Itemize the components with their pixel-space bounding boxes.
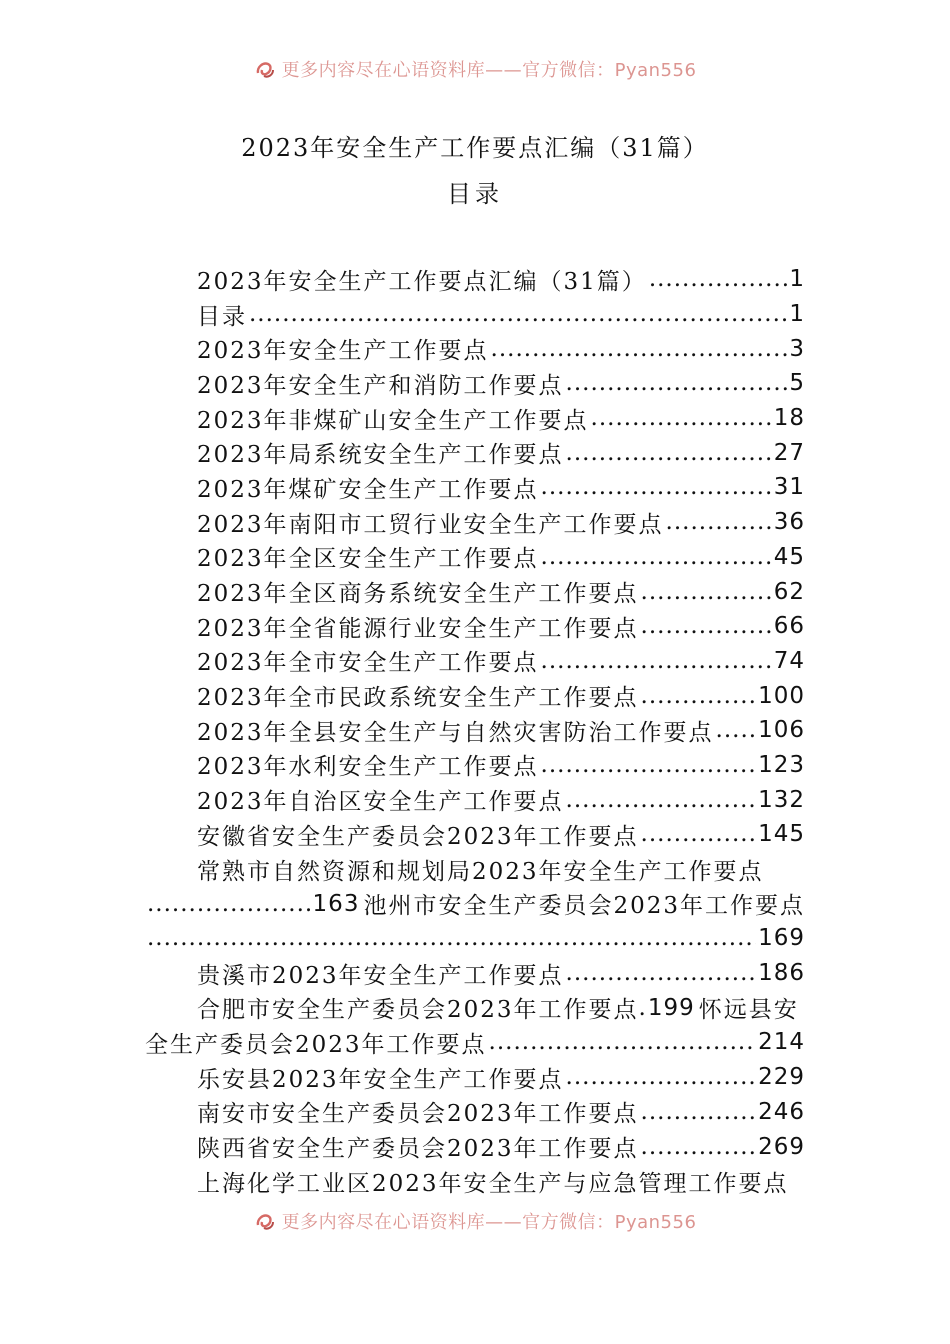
brand-logo-icon — [254, 1210, 276, 1232]
toc-entry[interactable] — [145, 505, 805, 540]
toc-entry-title: 上海化学工业区2023年安全生产与应急管理工作要点 — [197, 1170, 789, 1197]
toc-entry-title: 2023年自治区安全生产工作要点 — [197, 789, 564, 816]
table-of-contents — [145, 262, 805, 1199]
toc-leader-dots — [641, 613, 772, 639]
toc-entry-title: 2023年非煤矿山安全生产工作要点 — [197, 407, 589, 434]
toc-leader-dots — [541, 752, 757, 778]
toc-leader-dots — [147, 891, 311, 917]
toc-leader-dots — [666, 509, 772, 535]
toc-entry[interactable] — [145, 401, 805, 436]
toc-leader-dots — [641, 579, 772, 605]
toc-entry-page: 3 — [789, 335, 805, 362]
toc-leader-dots — [566, 1064, 757, 1090]
watermark-footer — [0, 1206, 950, 1236]
toc-entry-page: 123 — [758, 751, 805, 778]
watermark-text: 更多内容尽在心语资料库——官方微信：Pyan556 — [281, 1212, 697, 1233]
toc-entry-title: 全生产委员会2023年工作要点 — [145, 1031, 487, 1058]
toc-leader-dots — [489, 1029, 757, 1055]
toc-entry[interactable] — [145, 852, 805, 887]
toc-entry-title: 2023年安全生产工作要点汇编（31篇） — [197, 268, 647, 295]
toc-entry[interactable] — [145, 1129, 805, 1164]
toc-entry[interactable] — [145, 713, 805, 748]
toc-entry-title: 2023年安全生产和消防工作要点 — [197, 372, 564, 399]
toc-entry-title: 2023年水利安全生产工作要点 — [197, 754, 539, 781]
toc-entry[interactable] — [145, 817, 805, 852]
toc-entry-title: 2023年南阳市工贸行业安全生产工作要点 — [197, 511, 664, 538]
toc-entry-page: 62 — [773, 578, 805, 605]
toc-entry-page: 36 — [773, 509, 805, 536]
toc-leader-dots — [591, 405, 772, 431]
toc-entry-page: 145 — [758, 821, 805, 848]
toc-entry-page: 229 — [758, 1064, 805, 1091]
toc-entry[interactable] — [145, 1164, 805, 1199]
toc-entry-title: 贵溪市2023年安全生产工作要点 — [197, 962, 564, 989]
toc-entry-page: 100 — [758, 682, 805, 709]
toc-entry-page: 45 — [773, 543, 805, 570]
toc-entry[interactable] — [145, 1095, 805, 1130]
toc-entry[interactable] — [145, 366, 805, 401]
toc-entry-continuation[interactable] — [145, 1025, 805, 1060]
toc-entry-page: 214 — [758, 1029, 805, 1056]
toc-entry-page: 186 — [758, 960, 805, 987]
toc-entry[interactable] — [145, 574, 805, 609]
toc-leader-dots — [249, 301, 787, 327]
toc-leader-dots — [641, 1099, 757, 1125]
toc-leader-dots — [541, 474, 772, 500]
toc-entry-page: 163 — [312, 890, 360, 917]
toc-leader-dots — [541, 544, 772, 570]
toc-entry[interactable] — [145, 609, 805, 644]
watermark-header — [0, 54, 950, 84]
toc-entry[interactable] — [145, 297, 805, 332]
toc-entry-title: 2023年全市民政系统安全生产工作要点 — [197, 685, 639, 712]
brand-logo-icon — [254, 58, 276, 80]
toc-entry-title: 2023年全区安全生产工作要点 — [197, 546, 539, 573]
toc-entry-title: 乐安县2023年安全生产工作要点 — [197, 1066, 564, 1093]
toc-leader-dots — [649, 266, 788, 292]
toc-entry[interactable] — [145, 435, 805, 470]
toc-entry-page: 1 — [789, 301, 805, 328]
toc-leader-dots — [716, 717, 757, 743]
toc-entry[interactable] — [145, 956, 805, 991]
toc-entry-title: 合肥市安全生产委员会2023年工作要点 — [197, 997, 639, 1024]
toc-entry-title: 2023年煤矿安全生产工作要点 — [197, 476, 539, 503]
toc-entry-title: 南安市安全生产委员会2023年工作要点 — [197, 1101, 639, 1128]
toc-entry[interactable] — [145, 262, 805, 297]
toc-entry-title: 陕西省安全生产委员会2023年工作要点 — [197, 1136, 639, 1163]
toc-entry[interactable] — [145, 748, 805, 783]
toc-entry-title: 2023年局系统安全生产工作要点 — [197, 442, 564, 469]
watermark-text: 更多内容尽在心语资料库——官方微信：Pyan556 — [281, 60, 697, 81]
toc-entry-title: 2023年全市安全生产工作要点 — [197, 650, 539, 677]
toc-leader-dots — [541, 648, 772, 674]
toc-entry[interactable] — [145, 782, 805, 817]
toc-entry-title: 池州市安全生产委员会2023年工作要点 — [363, 893, 805, 920]
toc-entry[interactable] — [145, 470, 805, 505]
toc-entry-title: 2023年安全生产工作要点 — [197, 338, 489, 365]
toc-entry-title: 目录 — [197, 303, 247, 330]
toc-leader-dots — [566, 960, 757, 986]
toc-entry-continuation[interactable] — [145, 886, 805, 921]
toc-leader-dot: . — [638, 994, 648, 1021]
toc-entry-page: 106 — [758, 717, 805, 744]
toc-entry-title: 2023年全县安全生产与自然灾害防治工作要点 — [197, 719, 714, 746]
toc-entry-title: 2023年全省能源行业安全生产工作要点 — [197, 615, 639, 642]
toc-entry-page: 199 — [647, 994, 695, 1021]
toc-entry-title: 怀远县安 — [698, 997, 799, 1024]
toc-entry-continuation[interactable] — [145, 921, 805, 956]
toc-entry[interactable] — [145, 644, 805, 679]
toc-entry-page: 132 — [758, 786, 805, 813]
toc-entry[interactable] — [145, 1060, 805, 1095]
toc-leader-dots — [566, 440, 772, 466]
toc-entry-page: 74 — [773, 647, 805, 674]
toc-entry-page: 31 — [773, 474, 805, 501]
toc-entry-title: 2023年全区商务系统安全生产工作要点 — [197, 581, 639, 608]
toc-heading: 目录 — [447, 180, 503, 208]
toc-entry[interactable] — [145, 331, 805, 366]
toc-leader-dots — [491, 336, 788, 362]
toc-entry[interactable] — [145, 990, 805, 1025]
toc-leader-dots — [641, 1134, 757, 1160]
toc-leader-dots — [641, 683, 757, 709]
toc-entry-page: 18 — [773, 405, 805, 432]
toc-entry-page: 246 — [758, 1098, 805, 1125]
toc-leader-dots — [566, 370, 788, 396]
toc-leader-dots — [147, 925, 756, 951]
toc-entry[interactable] — [145, 678, 805, 713]
toc-entry-page: 269 — [758, 1133, 805, 1160]
toc-entry[interactable] — [145, 540, 805, 575]
toc-entry-title: 安徽省安全生产委员会2023年工作要点 — [197, 823, 639, 850]
toc-entry-page: 5 — [789, 370, 805, 397]
toc-entry-page: 1 — [789, 266, 805, 293]
document-title: 2023年安全生产工作要点汇编（31篇） — [241, 134, 709, 162]
toc-leader-dots — [566, 787, 757, 813]
toc-entry-page: 66 — [773, 613, 805, 640]
toc-entry-title: 常熟市自然资源和规划局2023年安全生产工作要点 — [197, 858, 764, 885]
toc-entry-page: 27 — [773, 439, 805, 466]
toc-leader-dots — [641, 821, 757, 847]
toc-entry-page: 169 — [758, 925, 805, 952]
